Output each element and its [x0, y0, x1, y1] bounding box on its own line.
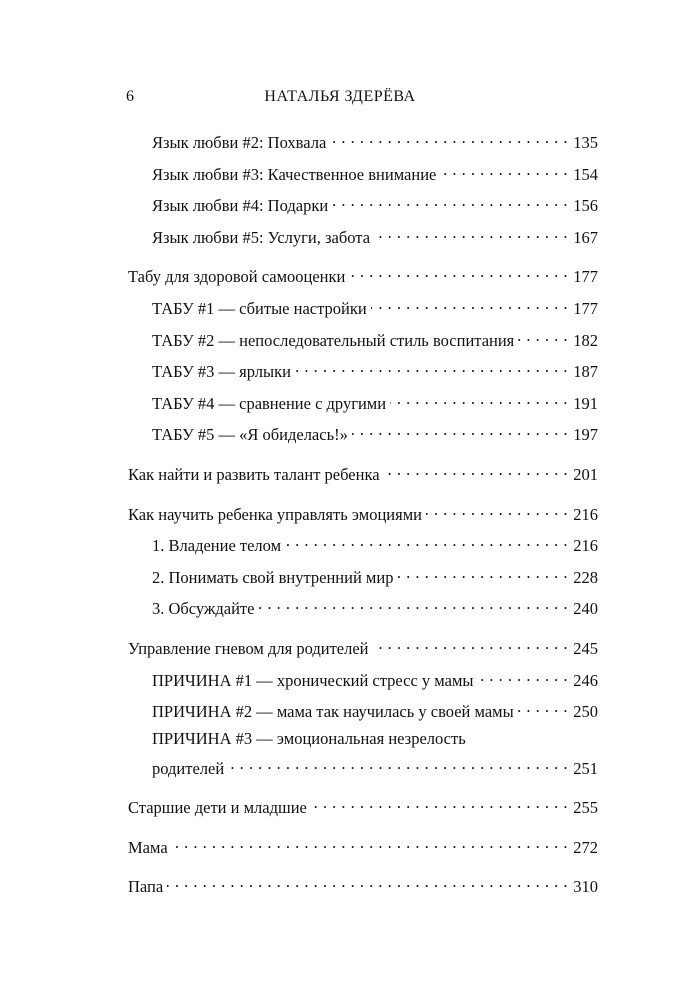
toc-entry-page: 154 [573, 164, 598, 184]
toc-entry-title: ПРИЧИНА #3 — эмоциональная незрелость [152, 728, 466, 748]
toc-entry [128, 191, 598, 223]
toc-entry-page: 177 [573, 298, 598, 318]
toc-entry-page: 182 [573, 330, 598, 350]
toc-entry-title: ТАБУ #3 — ярлыки [152, 362, 291, 382]
leader-dots [384, 460, 568, 480]
toc-entry-title: 2. Понимать свой внутренний мир [152, 567, 394, 587]
toc-entry-page: 310 [573, 877, 598, 897]
leader-dots [374, 223, 568, 243]
toc-entry-title: ТАБУ #5 — «Я обиделась!» [152, 425, 348, 445]
toc-entry-title: Табу для здоровой самооценки [128, 267, 346, 287]
toc-entry-title: Управление гневом для родителей [128, 638, 369, 658]
leader-dots [477, 666, 568, 686]
toc-entry-title: ТАБУ #4 — сравнение с другими [152, 393, 387, 413]
toc-entry [128, 666, 598, 698]
toc-entry-page: 177 [573, 267, 598, 287]
toc-entry-page: 197 [573, 425, 598, 445]
toc-entry [128, 594, 598, 626]
toc-entry-page: 191 [573, 393, 598, 413]
toc-entry-page: 228 [573, 567, 598, 587]
toc-entry [128, 563, 598, 595]
leader-dots [426, 500, 568, 520]
toc-entry-title: ПРИЧИНА #1 — хронический стресс у мамы [152, 670, 474, 690]
toc-entry-title-continued: родителей [152, 758, 225, 778]
table-of-contents [128, 128, 598, 904]
toc-entry [128, 262, 598, 294]
toc-entry-page: 272 [573, 837, 598, 857]
leader-dots [349, 262, 568, 282]
leader-dots [311, 793, 568, 813]
toc-entry-continuation [128, 754, 598, 786]
leader-dots [373, 634, 569, 654]
leader-dots [390, 389, 568, 409]
toc-entry-page: 255 [573, 798, 598, 818]
toc-entry-page: 240 [573, 599, 598, 619]
toc-entry [128, 833, 598, 865]
running-title: НАТАЛЬЯ ЗДЕРЁВА [264, 88, 416, 105]
toc-entry-title: 3. Обсуждайте [152, 599, 255, 619]
leader-dots [371, 294, 568, 314]
toc-entry-page: 216 [573, 536, 598, 556]
toc-entry-title: 1. Владение телом [152, 536, 282, 556]
toc-entry [128, 500, 598, 532]
leader-dots [518, 326, 568, 346]
toc-entry [128, 420, 598, 452]
toc-entry-page: 250 [573, 702, 598, 722]
leader-dots [330, 128, 568, 148]
toc-entry [128, 389, 598, 421]
toc-entry-title: Папа [128, 877, 164, 897]
toc-entry [128, 729, 598, 755]
toc-entry [128, 460, 598, 492]
toc-entry-page: 156 [573, 196, 598, 216]
leader-dots [172, 833, 568, 853]
toc-entry-title: Как найти и развить талант ребенка [128, 464, 380, 484]
toc-entry-title: Язык любви #3: Качественное внимание [152, 164, 437, 184]
toc-entry-title: ТАБУ #1 — сбитые настройки [152, 298, 367, 318]
toc-entry [128, 793, 598, 825]
page-number: 6 [126, 88, 134, 105]
leader-dots [518, 697, 568, 717]
toc-entry-page: 135 [573, 133, 598, 152]
toc-entry [128, 294, 598, 326]
leader-dots [332, 191, 568, 211]
toc-entry-title: ТАБУ #2 — непоследовательный стиль воспитания [152, 330, 515, 350]
toc-entry-title: Старшие дети и младшие [128, 798, 307, 818]
toc-entry-page: 251 [573, 758, 598, 778]
toc-entry [128, 326, 598, 358]
toc-entry-page: 187 [573, 362, 598, 382]
toc-entry [128, 531, 598, 563]
toc-entry [128, 223, 598, 255]
toc-entry-title: Язык любви #4: Подарки [152, 196, 329, 216]
leader-dots [295, 357, 568, 377]
leader-dots [397, 563, 568, 583]
toc-entry-title: Язык любви #5: Услуги, забота [152, 227, 371, 247]
toc-entry-page: 216 [573, 504, 598, 524]
toc-entry-title: Мама [128, 837, 168, 857]
leader-dots [258, 594, 568, 614]
toc-entry-title: ПРИЧИНА #2 — мама так научилась у своей мамы [152, 702, 514, 722]
leader-dots [285, 531, 568, 551]
toc-entry [128, 357, 598, 389]
leader-dots [228, 754, 568, 774]
toc-entry-page: 201 [573, 464, 598, 484]
toc-entry-page: 245 [573, 638, 598, 658]
toc-entry [128, 697, 598, 729]
leader-dots [167, 872, 568, 892]
leader-dots [352, 420, 568, 440]
toc-entry [128, 128, 598, 160]
toc-entry [128, 634, 598, 666]
toc-entry-title: Как научить ребенка управлять эмоциями [128, 504, 422, 524]
toc-entry-page: 246 [573, 670, 598, 690]
toc-entry [128, 872, 598, 904]
toc-entry-title: Язык любви #2: Похвала [152, 133, 327, 152]
leader-dots [440, 160, 568, 180]
toc-entry-page: 167 [573, 227, 598, 247]
toc-entry [128, 160, 598, 192]
